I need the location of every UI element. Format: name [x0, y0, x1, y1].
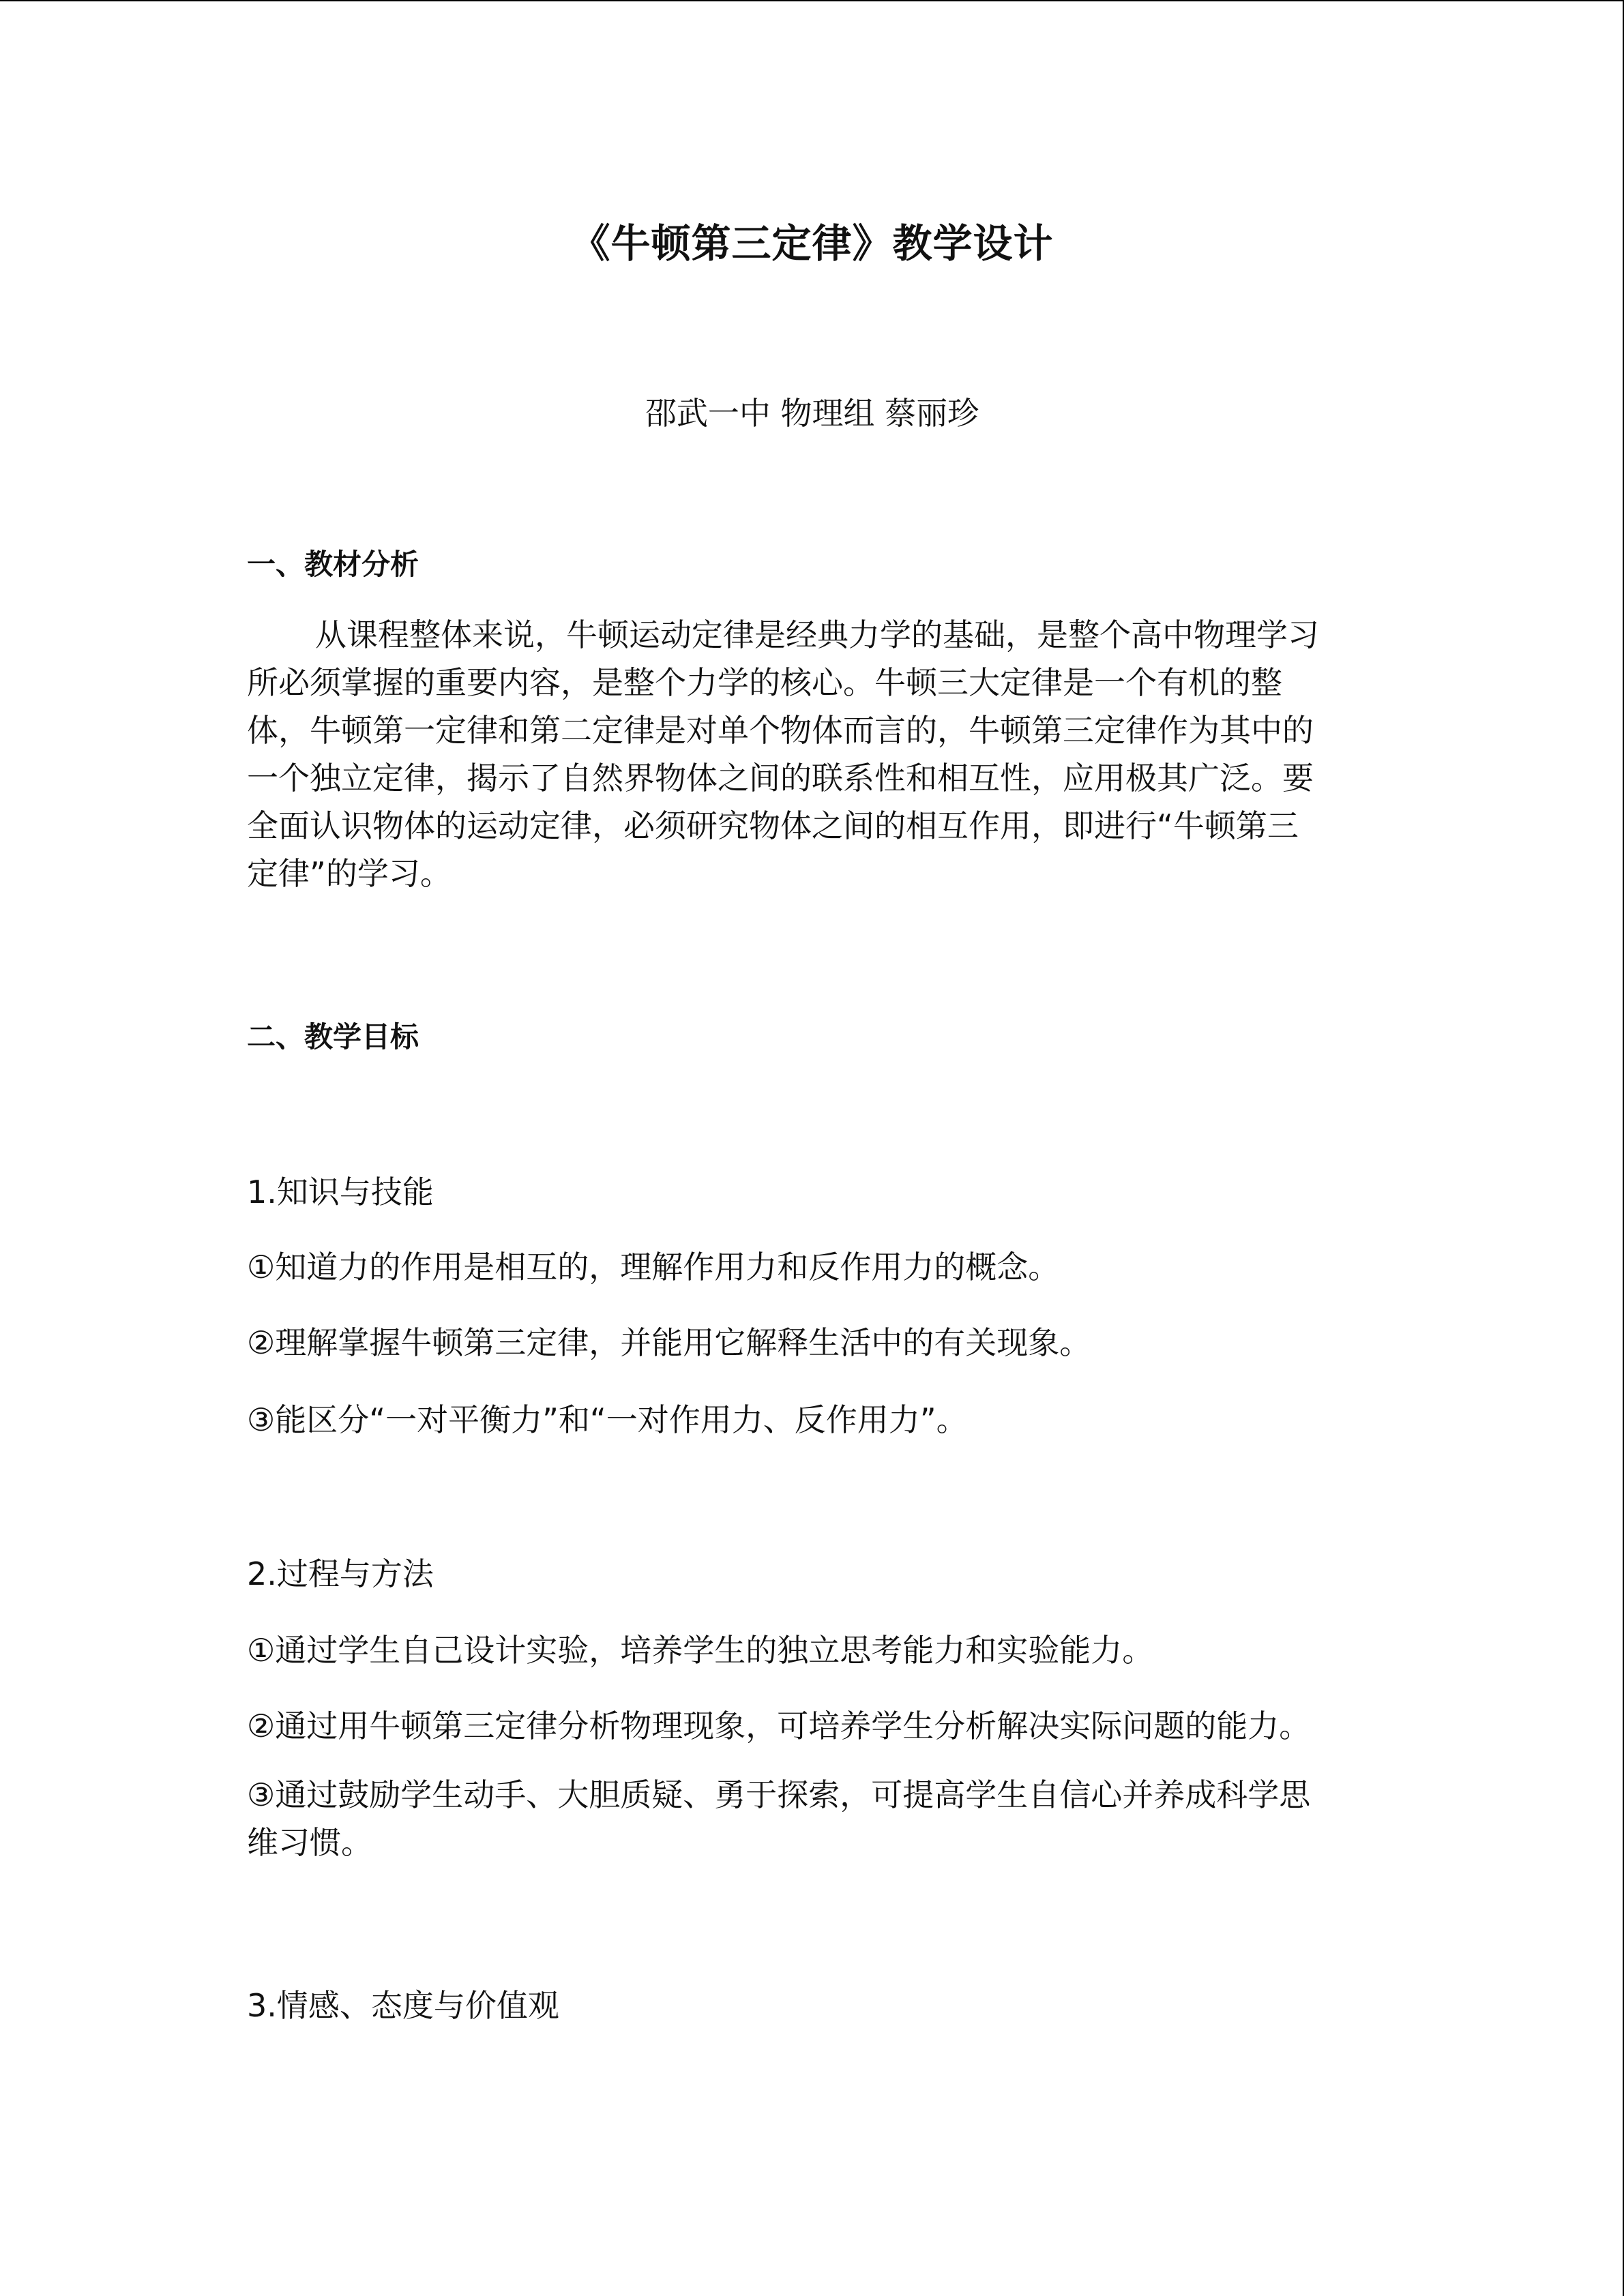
process-item-3 [247, 1771, 1310, 1866]
knowledge-item-2: ②理解掌握牛顿第三定律，并能用它解释生活中的有关现象。 [247, 1324, 1091, 1361]
paragraph-line: 所必须掌握的重要内容，是整个力学的核心。牛顿三大定律是一个有机的整 [247, 664, 1282, 701]
process-item-1: ①通过学生自己设计实验，培养学生的独立思考能力和实验能力。 [247, 1632, 1154, 1669]
author-line: 邵武一中 物理组 蔡丽珍 [645, 395, 979, 432]
knowledge-item-3: ③能区分“一对平衡力”和“一对作用力、反作用力”。 [247, 1401, 968, 1438]
process-item-3-line: 维习惯。 [247, 1824, 372, 1861]
process-item-2: ②通过用牛顿第三定律分析物理现象，可培养学生分析解决实际问题的能力。 [247, 1708, 1311, 1744]
section-heading-material-analysis: 一、教材分析 [247, 548, 419, 581]
process-item-3-line: ③通过鼓励学生动手、大胆质疑、勇于探索，可提高学生自信心并养成科学思 [247, 1776, 1311, 1813]
material-analysis-paragraph [247, 611, 1365, 897]
subheading-process-methods: 2.过程与方法 [247, 1555, 434, 1592]
paragraph-line: 从课程整体来说，牛顿运动定律是经典力学的基础，是整个高中物理学习 [315, 616, 1319, 653]
document-title: 《牛顿第三定律》教学设计 [570, 220, 1054, 267]
section-heading-teaching-goals: 二、教学目标 [247, 1020, 419, 1054]
paragraph-line: 体，牛顿第一定律和第二定律是对单个物体而言的，牛顿第三定律作为其中的 [247, 712, 1314, 749]
paragraph-line: 全面认识物体的运动定律，必须研究物体之间的相互作用，即进行“牛顿第三 [247, 807, 1299, 844]
subheading-emotion-values: 3.情感、态度与价值观 [247, 1987, 559, 2024]
paragraph-line: 一个独立定律，揭示了自然界物体之间的联系性和相互性，应用极其广泛。要 [247, 760, 1314, 796]
paragraph-line: 定律”的学习。 [247, 855, 452, 892]
knowledge-item-1: ①知道力的作用是相互的，理解作用力和反作用力的概念。 [247, 1249, 1060, 1285]
subheading-knowledge-skills: 1.知识与技能 [247, 1174, 434, 1210]
